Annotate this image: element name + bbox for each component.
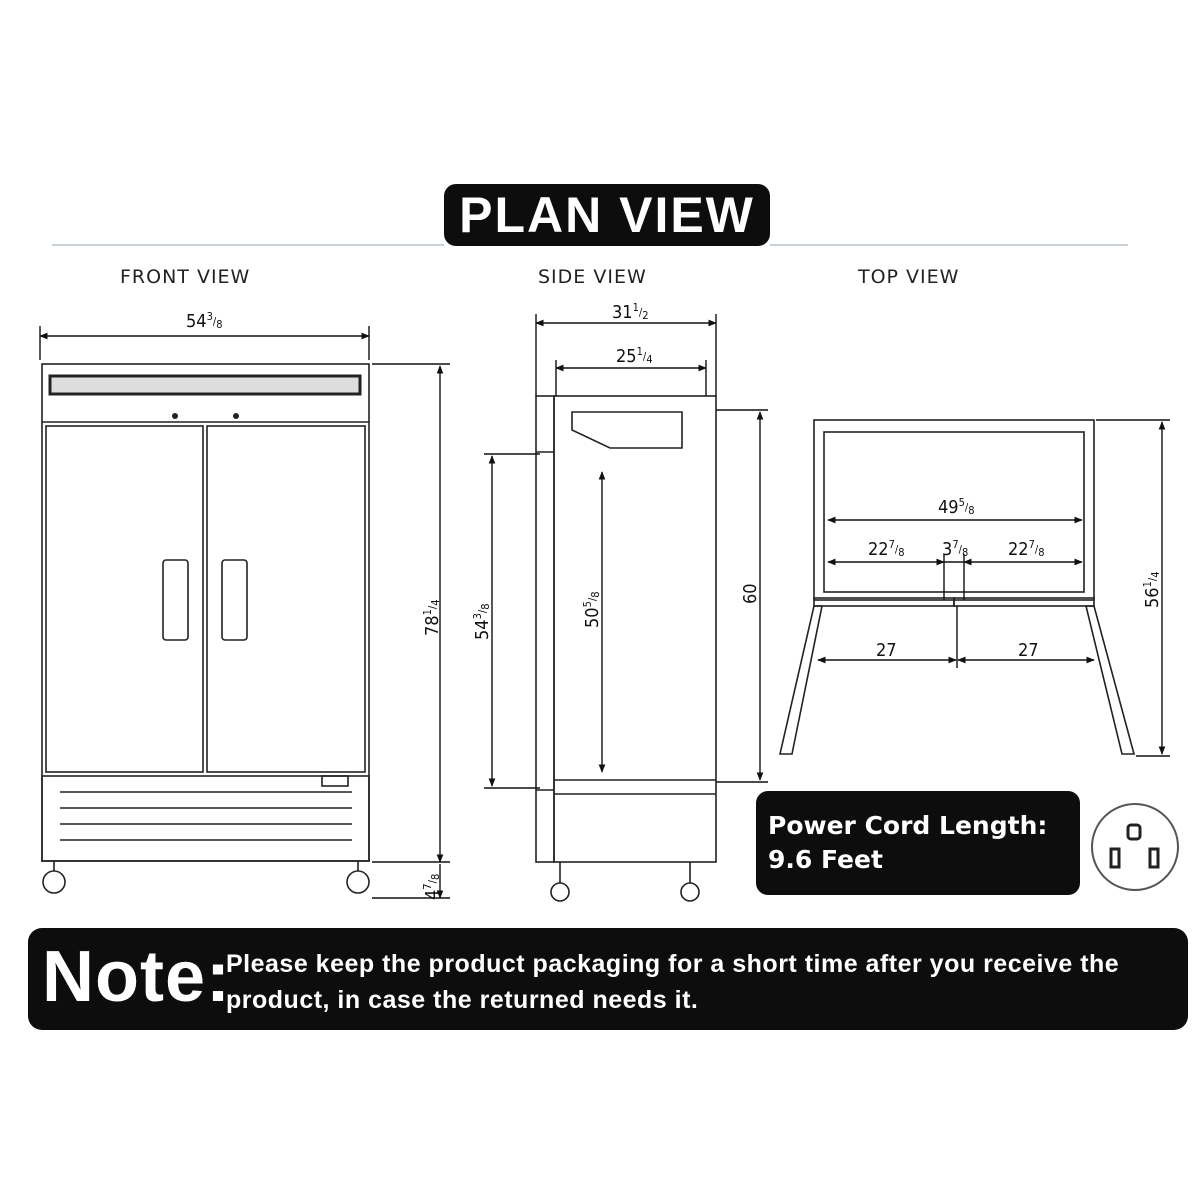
- side-door-profile: [536, 396, 554, 862]
- right-door: [207, 426, 365, 772]
- power-cord-box: [756, 791, 1080, 895]
- swing-left-label: 27: [876, 640, 897, 661]
- control-panel: [322, 776, 348, 786]
- compressor-grille: [42, 776, 369, 861]
- front-view-drawing: [42, 364, 369, 893]
- right-door-handle: [222, 560, 247, 640]
- top-light-panel: [50, 376, 360, 394]
- door-height-label: $54^3_/8$: [471, 603, 493, 640]
- side-body: [554, 396, 716, 862]
- side-light-housing: [572, 412, 682, 448]
- power-outlet-icon: [1091, 803, 1179, 891]
- note-banner: [28, 928, 1188, 1030]
- side-depth-label: $31^1_/2$: [612, 301, 649, 323]
- front-cabinet-outline: [42, 364, 369, 861]
- front-width-label: $54^3_/8$: [186, 310, 223, 332]
- top-total-depth-label: $56^1_/4$: [1141, 571, 1163, 608]
- top-door-right-label: $22^7_/8$: [1008, 538, 1045, 560]
- top-door-left-label: $22^7_/8$: [868, 538, 905, 560]
- cabinet-height-label: 60: [740, 583, 761, 604]
- side-view-label: SIDE VIEW: [538, 266, 647, 288]
- left-door-swing: [780, 606, 822, 754]
- power-cord-length: 9.6 Feet: [768, 845, 883, 874]
- plan-view-title: PLAN VIEW: [444, 184, 770, 246]
- side-caster-right: [681, 883, 699, 901]
- front-caster-right: [347, 871, 369, 893]
- left-door: [46, 426, 203, 772]
- top-gap-label: $3^7_/8$: [942, 538, 969, 560]
- left-door-handle: [163, 560, 188, 640]
- note-label: Note:: [42, 937, 231, 1017]
- caster-height-label: $4^7_/8$: [421, 873, 443, 900]
- swing-right-label: 27: [1018, 640, 1039, 661]
- front-caster-left: [43, 871, 65, 893]
- side-caster-left: [551, 883, 569, 901]
- side-view-drawing: [536, 396, 716, 901]
- power-cord-title: Power Cord Length:: [768, 811, 1048, 840]
- note-text: Please keep the product packaging for a short time after you receive the product, in case the returned needs it.: [226, 950, 1120, 1014]
- top-view-drawing: [780, 420, 1134, 754]
- front-view-label: FRONT VIEW: [120, 266, 251, 288]
- top-view-label: TOP VIEW: [858, 266, 960, 288]
- top-interior-width-label: $49^5_/8$: [938, 496, 975, 518]
- interior-height-label: $50^5_/8$: [581, 591, 603, 628]
- front-height-label: $78^1_/4$: [421, 599, 443, 636]
- side-body-depth-label: $25^1_/4$: [616, 345, 653, 367]
- right-door-swing: [1086, 606, 1134, 754]
